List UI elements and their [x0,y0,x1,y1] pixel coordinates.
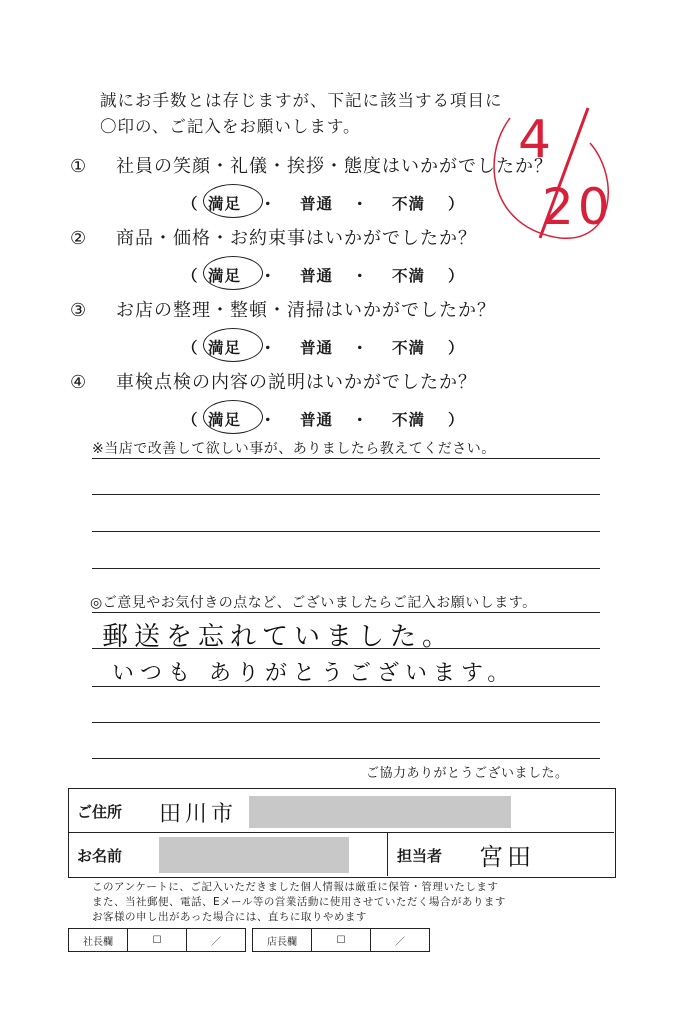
address-redaction [249,796,511,828]
paren-close: ） [448,195,465,213]
privacy-line-2: また、当社郵便、電話、Eメール等の営業活動に使用させていただく場合があります [92,896,506,908]
write-line [92,458,600,459]
option-normal[interactable]: 普通 [300,267,334,285]
question-1 [70,152,553,178]
address-value[interactable]: 田川市 [159,802,238,827]
option-dissatisfied[interactable]: 不満 [392,267,426,285]
intro-text [100,88,503,140]
write-line [92,758,600,759]
president-slash: ／ [186,928,246,952]
selected-circle [203,256,263,290]
manager-label: 店長欄 [252,928,312,952]
customer-info-table [68,788,616,878]
question-number: ③ [70,300,88,321]
write-line [92,722,600,723]
name-label: お名前 [77,847,123,865]
thanks-text: ご協力ありがとうございました。 [366,766,569,781]
question-number: ① [70,156,88,177]
privacy-line-1: このアンケートに、ご記入いただきました個人情報は厳重に保管・管理いたします [92,881,499,893]
president-label: 社長欄 [68,928,128,952]
question-number: ④ [70,372,88,393]
option-normal[interactable]: 普通 [300,411,334,429]
question-text: 商品・価格・お約束事はいかがでしたか？ [116,228,477,249]
option-normal[interactable]: 普通 [300,195,334,213]
paren-open: （ [182,339,199,357]
option-satisfied[interactable]: 満足 [208,267,242,285]
option-dissatisfied[interactable]: 不満 [392,339,426,357]
separator: ・ [260,195,277,213]
paren-close: ） [448,411,465,429]
question-text: 車検点検の内容の説明はいかがでしたか？ [116,372,477,393]
date-day: 20 [542,178,614,236]
write-line [92,648,600,649]
write-line [92,494,600,495]
privacy-line-3: お客様の申し出があった場合には、直ちに取りやめます [92,911,367,923]
paren-open: （ [182,411,199,429]
privacy-notice [92,880,506,925]
option-satisfied[interactable]: 満足 [208,195,242,213]
improvement-prompt: ※当店で改善して欲しい事が、ありましたら教えてください。 [92,441,496,457]
name-redaction [159,837,349,873]
col-divider [387,832,388,876]
date-month: 4 [518,110,552,170]
option-dissatisfied[interactable]: 不満 [392,411,426,429]
selected-circle [203,184,263,218]
comment-prompt: ◎ご意見やお気付きの点など、ございましたらご記入お願いします。 [90,595,537,611]
separator: ・ [260,339,277,357]
option-satisfied[interactable]: 満足 [208,411,242,429]
paren-open: （ [182,195,199,213]
question-4 [70,368,477,394]
write-line [92,612,600,613]
separator: ・ [352,411,369,429]
question-number: ② [70,228,88,249]
president-box[interactable]: ☐ [127,928,187,952]
row-divider [69,832,614,833]
intro-line-2: 〇印の、ご記入をお願いします。 [100,117,361,136]
separator: ・ [260,267,277,285]
paren-open: （ [182,267,199,285]
write-line [92,531,600,532]
paren-close: ） [448,267,465,285]
separator: ・ [260,411,277,429]
option-satisfied[interactable]: 満足 [208,339,242,357]
question-text: お店の整理・整頓・清掃はいかがでしたか？ [116,300,496,321]
handwritten-comment-line-1: 郵送を忘れていました。 [102,622,455,652]
separator: ・ [352,267,369,285]
staff-label: 担当者 [397,847,443,865]
question-2 [70,224,477,250]
staff-value[interactable]: 宮田 [479,843,535,871]
write-line [92,686,600,687]
address-label: ご住所 [77,803,123,821]
handwritten-comment-line-2: いつも ありがとうございます。 [112,661,516,686]
option-normal[interactable]: 普通 [300,339,334,357]
selected-circle [203,400,263,434]
manager-box[interactable]: ☐ [311,928,371,952]
intro-line-1: 誠にお手数とは存じますが、下記に該当する項目に [100,91,503,110]
question-3 [70,296,496,322]
question-text: 社員の笑顔・礼儀・挨拶・態度はいかがでしたか？ [116,156,553,177]
manager-slash: ／ [370,928,430,952]
write-line [92,568,600,569]
separator: ・ [352,195,369,213]
selected-circle [203,328,263,362]
paren-close: ） [448,339,465,357]
separator: ・ [352,339,369,357]
option-dissatisfied[interactable]: 不満 [392,195,426,213]
